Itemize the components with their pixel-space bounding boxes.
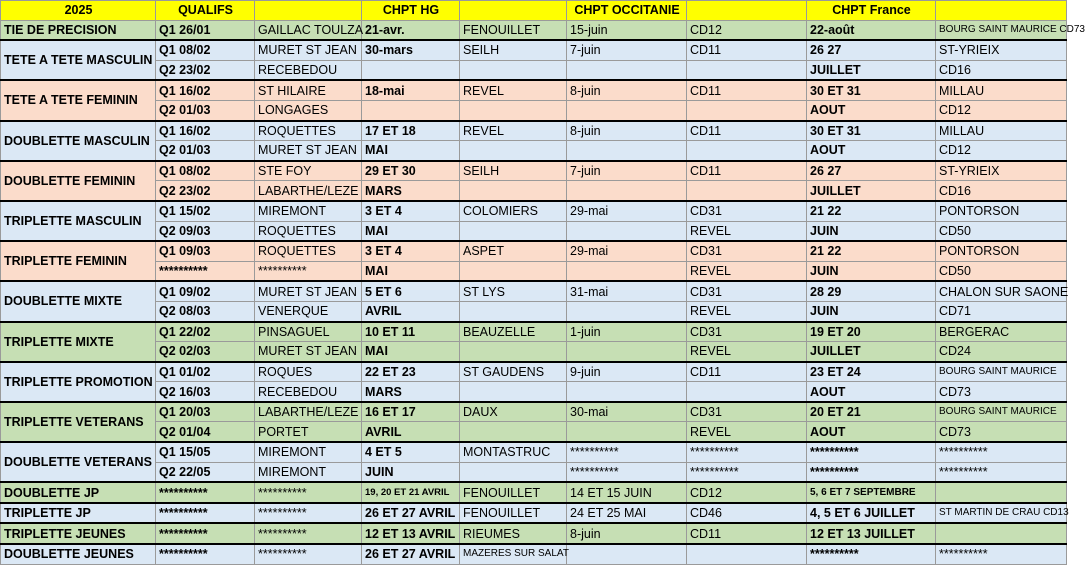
table-cell[interactable]: 21 22 [807,201,936,221]
table-cell[interactable] [567,60,687,80]
table-cell[interactable]: 21-avr. [362,20,460,40]
table-cell[interactable] [936,523,1067,544]
table-cell[interactable]: CD73 [936,382,1067,402]
table-cell[interactable]: CD11 [687,161,807,181]
table-cell[interactable]: 8-juin [567,121,687,141]
table-cell[interactable]: CD16 [936,60,1067,80]
table-cell[interactable]: CD11 [687,40,807,60]
table-cell[interactable]: 19 ET 20 [807,322,936,342]
table-cell[interactable] [460,261,567,281]
table-cell[interactable]: 4, 5 ET 6 JUILLET [807,503,936,524]
table-cell[interactable]: ********** [156,523,255,544]
table-cell[interactable] [687,544,807,564]
table-cell[interactable]: 26 27 [807,40,936,60]
table-row [1,80,1067,100]
table-cell[interactable]: CD31 [687,281,807,301]
table-row [1,544,1067,564]
category-cell[interactable]: TRIPLETTE FEMININ [1,241,156,281]
header-cell-chpt-hg-place[interactable] [460,1,567,21]
table-cell[interactable]: ********** [255,261,362,281]
table-cell[interactable]: Q2 01/03 [156,100,255,120]
table-cell[interactable] [567,221,687,241]
table-cell[interactable]: ********** [156,544,255,564]
table-row [1,442,1067,462]
table-cell[interactable] [567,382,687,402]
table-cell[interactable]: JUIN [807,261,936,281]
table-cell[interactable]: AVRIL [362,301,460,321]
table-cell[interactable]: Q2 09/03 [156,221,255,241]
table-cell[interactable]: ASPET [460,241,567,261]
table-cell[interactable]: ********** [807,544,936,564]
table-row [1,141,1067,161]
table-cell[interactable]: ********** [936,442,1067,462]
table-cell[interactable] [460,422,567,442]
table-row [1,100,1067,120]
table-cell[interactable]: 22 ET 23 [362,362,460,382]
table-cell[interactable]: CD12 [936,100,1067,120]
header-cell-chpt-france-place[interactable] [936,1,1067,21]
table-row [1,281,1067,301]
table-cell[interactable]: ********** [156,503,255,524]
table-cell[interactable]: CD11 [687,121,807,141]
table-cell[interactable]: 12 ET 13 AVRIL [362,523,460,544]
table-row [1,40,1067,60]
table-cell[interactable]: PONTORSON [936,201,1067,221]
header-cell-chpt-france[interactable]: CHPT France [807,1,936,21]
category-cell[interactable]: TETE A TETE FEMININ [1,80,156,120]
table-cell[interactable]: ********** [255,503,362,524]
table-cell[interactable]: Q2 23/02 [156,60,255,80]
table-cell[interactable] [936,482,1067,503]
table-cell[interactable]: CD46 [687,503,807,524]
table-cell[interactable]: CHALON SUR SAONE [936,281,1067,301]
table-cell[interactable]: FENOUILLET [460,482,567,503]
category-cell[interactable]: TRIPLETTE MASCULIN [1,201,156,241]
table-cell[interactable]: LONGAGES [255,100,362,120]
table-cell[interactable]: ROQUETTES [255,221,362,241]
table-cell[interactable] [687,60,807,80]
table-cell[interactable] [687,141,807,161]
table-cell[interactable]: CD50 [936,221,1067,241]
table-cell[interactable]: BEAUZELLE [460,322,567,342]
table-cell[interactable]: REVEL [687,261,807,281]
table-cell[interactable]: 17 ET 18 [362,121,460,141]
table-row [1,362,1067,382]
table-row [1,261,1067,281]
table-cell[interactable]: ********** [567,462,687,482]
category-cell[interactable]: TRIPLETTE JP [1,503,156,524]
table-cell[interactable]: 30-mai [567,402,687,422]
table-cell[interactable] [460,221,567,241]
table-cell[interactable]: ST MARTIN DE CRAU CD13 [936,503,1067,524]
table-cell[interactable]: JUIN [362,462,460,482]
table-cell[interactable]: COLOMIERS [460,201,567,221]
header-cell-qualifs-place[interactable] [255,1,362,21]
table-row [1,181,1067,201]
table-cell[interactable]: 22-août [807,20,936,40]
table-cell[interactable]: CD31 [687,322,807,342]
table-cell[interactable]: Q1 01/02 [156,362,255,382]
table-cell[interactable]: LABARTHE/LEZE [255,402,362,422]
table-cell[interactable]: 29 ET 30 [362,161,460,181]
table-cell[interactable]: ********** [687,442,807,462]
table-cell[interactable]: MILLAU [936,121,1067,141]
table-cell[interactable]: ********** [807,462,936,482]
table-cell[interactable]: MONTASTRUC [460,442,567,462]
table-cell[interactable]: 15-juin [567,20,687,40]
table-cell[interactable]: REVEL [460,80,567,100]
table-row [1,402,1067,422]
table-cell[interactable]: CD31 [687,402,807,422]
table-cell[interactable]: 24 ET 25 MAI [567,503,687,524]
table-row [1,121,1067,141]
table-cell[interactable]: VENERQUE [255,301,362,321]
table-cell[interactable]: PORTET [255,422,362,442]
table-row [1,523,1067,544]
header-cell-chpt-hg[interactable]: CHPT HG [362,1,460,21]
header-cell-qualifs[interactable]: QUALIFS [156,1,255,21]
table-cell[interactable]: AOUT [807,422,936,442]
table-cell[interactable]: MAI [362,261,460,281]
table-cell[interactable]: Q1 26/01 [156,20,255,40]
table-cell[interactable]: DAUX [460,402,567,422]
table-cell[interactable]: Q2 23/02 [156,181,255,201]
table-cell[interactable]: REVEL [687,301,807,321]
table-cell[interactable]: REVEL [460,121,567,141]
table-cell[interactable]: CD12 [687,482,807,503]
table-cell[interactable]: 21 22 [807,241,936,261]
table-cell[interactable] [687,181,807,201]
table-cell[interactable] [567,181,687,201]
table-cell[interactable] [362,60,460,80]
table-cell[interactable]: GAILLAC TOULZA [255,20,362,40]
table-cell[interactable]: CD11 [687,80,807,100]
table-cell[interactable]: CD12 [936,141,1067,161]
table-cell[interactable] [460,382,567,402]
table-cell[interactable]: Q2 02/03 [156,342,255,362]
table-cell[interactable]: RECEBEDOU [255,60,362,80]
table-cell[interactable]: AOUT [807,382,936,402]
table-cell[interactable]: 23 ET 24 [807,362,936,382]
table-cell[interactable]: BOURG SAINT MAURICE [936,362,1067,382]
table-row [1,482,1067,503]
table-cell[interactable]: CD11 [687,362,807,382]
table-row [1,422,1067,442]
table-cell[interactable]: BOURG SAINT MAURICE CD73 [936,20,1067,40]
table-cell[interactable] [460,141,567,161]
category-cell[interactable]: DOUBLETTE MASCULIN [1,121,156,161]
table-cell[interactable]: ********** [255,482,362,503]
table-cell[interactable]: MAI [362,221,460,241]
table-cell[interactable]: CD50 [936,261,1067,281]
table-cell[interactable]: STE FOY [255,161,362,181]
table-cell[interactable]: JUILLET [807,342,936,362]
table-cell[interactable]: Q1 20/03 [156,402,255,422]
table-row [1,161,1067,181]
table-cell[interactable]: JUIN [807,301,936,321]
table-cell[interactable]: 20 ET 21 [807,402,936,422]
table-cell[interactable]: Q1 08/02 [156,161,255,181]
table-cell[interactable] [567,422,687,442]
table-cell[interactable]: Q2 08/03 [156,301,255,321]
table-cell[interactable]: PONTORSON [936,241,1067,261]
table-cell[interactable]: BERGERAC [936,322,1067,342]
table-cell[interactable]: 26 27 [807,161,936,181]
table-cell[interactable] [460,60,567,80]
table-cell[interactable]: MIREMONT [255,442,362,462]
table-cell[interactable]: FENOUILLET [460,20,567,40]
category-cell[interactable]: DOUBLETTE JEUNES [1,544,156,564]
table-cell[interactable]: MARS [362,181,460,201]
table-cell[interactable]: MAZERES SUR SALAT [460,544,567,564]
schedule-body [1,20,1085,564]
table-cell[interactable]: 7-juin [567,40,687,60]
table-cell[interactable]: 29-mai [567,241,687,261]
table-cell[interactable]: ********** [936,462,1067,482]
table-cell[interactable]: Q1 09/03 [156,241,255,261]
table-row [1,20,1067,40]
table-cell[interactable]: JUIN [807,221,936,241]
table-cell[interactable]: BOURG SAINT MAURICE [936,402,1067,422]
table-cell[interactable] [460,100,567,120]
table-cell[interactable] [460,301,567,321]
category-cell[interactable]: TRIPLETTE PROMOTION [1,362,156,402]
table-cell[interactable]: LABARTHE/LEZE [255,181,362,201]
table-cell[interactable]: 16 ET 17 [362,402,460,422]
table-cell[interactable] [567,100,687,120]
table-cell[interactable]: MURET ST JEAN [255,281,362,301]
table-cell[interactable]: MARS [362,382,460,402]
table-cell[interactable] [567,544,687,564]
table-cell[interactable]: 30-mars [362,40,460,60]
table-cell[interactable] [460,462,567,482]
table-cell[interactable]: 12 ET 13 JUILLET [807,523,936,544]
table-cell[interactable]: ST-YRIEIX [936,40,1067,60]
category-cell[interactable]: DOUBLETTE VETERANS [1,442,156,482]
table-cell[interactable]: 7-juin [567,161,687,181]
table-cell[interactable]: RIEUMES [460,523,567,544]
table-cell[interactable]: Q1 08/02 [156,40,255,60]
table-cell[interactable]: CD12 [687,20,807,40]
table-cell[interactable]: 31-mai [567,281,687,301]
table-cell[interactable]: CD16 [936,181,1067,201]
table-cell[interactable]: JUILLET [807,60,936,80]
table-row [1,462,1067,482]
table-cell[interactable]: 5 ET 6 [362,281,460,301]
table-cell[interactable]: Q2 01/03 [156,141,255,161]
table-cell[interactable]: CD24 [936,342,1067,362]
table-cell[interactable]: MURET ST JEAN [255,40,362,60]
table-cell[interactable] [460,181,567,201]
table-cell[interactable]: ********** [567,442,687,462]
table-cell[interactable] [687,100,807,120]
table-cell[interactable]: 5, 6 ET 7 SEPTEMBRE [807,482,936,503]
category-cell[interactable]: TIE DE PRECISION [1,20,156,40]
table-cell[interactable] [567,141,687,161]
category-cell[interactable]: DOUBLETTE MIXTE [1,281,156,321]
table-cell[interactable]: Q2 22/05 [156,462,255,482]
table-cell[interactable]: Q1 22/02 [156,322,255,342]
table-cell[interactable]: ********** [936,544,1067,564]
table-cell[interactable]: FENOUILLET [460,503,567,524]
table-cell[interactable] [687,382,807,402]
table-cell[interactable]: MIREMONT [255,462,362,482]
table-cell[interactable]: REVEL [687,342,807,362]
table-cell[interactable]: 14 ET 15 JUIN [567,482,687,503]
table-cell[interactable]: CD73 [936,422,1067,442]
header-cell-year[interactable]: 2025 [1,1,156,21]
table-cell[interactable] [362,100,460,120]
table-row [1,382,1067,402]
table-cell[interactable] [460,342,567,362]
category-cell[interactable]: DOUBLETTE JP [1,482,156,503]
table-cell[interactable]: 29-mai [567,201,687,221]
table-cell[interactable]: RECEBEDOU [255,382,362,402]
table-cell[interactable]: Q1 16/02 [156,80,255,100]
table-cell[interactable]: MURET ST JEAN [255,141,362,161]
category-cell[interactable]: TRIPLETTE MIXTE [1,322,156,362]
table-row [1,60,1067,80]
table-cell[interactable]: ********** [156,482,255,503]
table-cell[interactable]: ST HILAIRE [255,80,362,100]
table-cell[interactable]: PINSAGUEL [255,322,362,342]
table-cell[interactable]: AVRIL [362,422,460,442]
table-cell[interactable]: 19, 20 ET 21 AVRIL [362,482,460,503]
category-cell[interactable]: DOUBLETTE FEMININ [1,161,156,201]
table-cell[interactable]: REVEL [687,422,807,442]
table-cell[interactable]: AOUT [807,141,936,161]
header-cell-chpt-occitanie-place[interactable] [687,1,807,21]
header-row [1,1,1067,21]
table-cell[interactable]: CD31 [687,241,807,261]
table-cell[interactable]: ********** [255,544,362,564]
table-cell[interactable]: JUILLET [807,181,936,201]
table-cell[interactable]: SEILH [460,161,567,181]
table-cell[interactable]: ********** [156,261,255,281]
table-cell[interactable]: ********** [687,462,807,482]
table-cell[interactable]: 10 ET 11 [362,322,460,342]
table-cell[interactable]: MAI [362,141,460,161]
table-row [1,342,1067,362]
table-cell[interactable]: ST GAUDENS [460,362,567,382]
table-cell[interactable]: AOUT [807,100,936,120]
category-cell[interactable]: TRIPLETTE VETERANS [1,402,156,442]
table-cell[interactable]: 9-juin [567,362,687,382]
table-row [1,322,1067,342]
table-cell[interactable]: CD71 [936,301,1067,321]
table-row [1,201,1067,221]
table-cell[interactable]: 1-juin [567,322,687,342]
category-cell[interactable]: TETE A TETE MASCULIN [1,40,156,80]
table-cell[interactable]: 18-mai [362,80,460,100]
table-cell[interactable]: MIREMONT [255,201,362,221]
table-row [1,301,1067,321]
table-cell[interactable]: 8-juin [567,80,687,100]
table-cell[interactable]: ********** [255,523,362,544]
table-cell[interactable]: CD11 [687,523,807,544]
category-cell[interactable]: TRIPLETTE JEUNES [1,523,156,544]
table-cell[interactable]: ST LYS [460,281,567,301]
table-cell[interactable]: ROQUETTES [255,241,362,261]
table-cell[interactable] [567,342,687,362]
table-cell[interactable]: ROQUETTES [255,121,362,141]
table-cell[interactable]: 26 ET 27 AVRIL [362,544,460,564]
table-cell[interactable]: 8-juin [567,523,687,544]
table-cell[interactable]: Q1 16/02 [156,121,255,141]
table-cell[interactable]: 4 ET 5 [362,442,460,462]
table-row [1,241,1067,261]
table-cell[interactable]: SEILH [460,40,567,60]
table-cell[interactable]: MILLAU [936,80,1067,100]
table-cell[interactable]: ROQUES [255,362,362,382]
table-cell[interactable]: Q2 16/03 [156,382,255,402]
table-row [1,503,1067,524]
table-cell[interactable]: 26 ET 27 AVRIL [362,503,460,524]
table-cell[interactable]: 3 ET 4 [362,241,460,261]
table-cell[interactable]: Q1 09/02 [156,281,255,301]
table-cell[interactable]: MAI [362,342,460,362]
table-cell[interactable]: ST-YRIEIX [936,161,1067,181]
table-cell[interactable]: 3 ET 4 [362,201,460,221]
table-cell[interactable]: Q1 15/02 [156,201,255,221]
table-cell[interactable]: Q2 01/04 [156,422,255,442]
table-cell[interactable] [567,261,687,281]
table-cell[interactable] [567,301,687,321]
table-cell[interactable]: CD31 [687,201,807,221]
table-cell[interactable]: MURET ST JEAN [255,342,362,362]
table-cell[interactable]: REVEL [687,221,807,241]
table-cell[interactable]: 28 29 [807,281,936,301]
table-row [1,221,1067,241]
header-cell-chpt-occitanie[interactable]: CHPT OCCITANIE [567,1,687,21]
table-cell[interactable]: Q1 15/05 [156,442,255,462]
table-cell[interactable]: 30 ET 31 [807,80,936,100]
table-cell[interactable]: ********** [807,442,936,462]
table-cell[interactable]: 30 ET 31 [807,121,936,141]
